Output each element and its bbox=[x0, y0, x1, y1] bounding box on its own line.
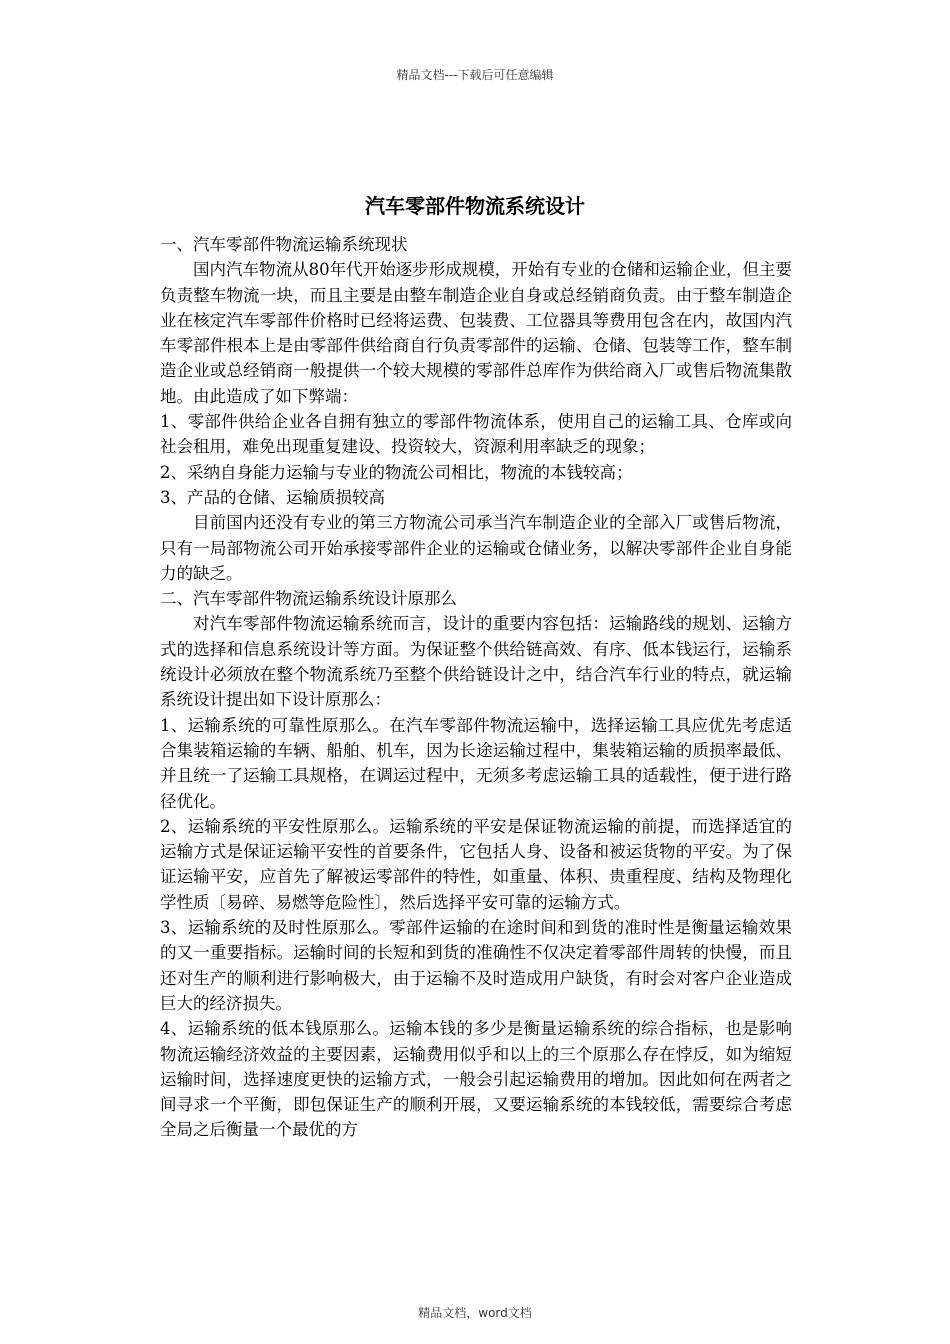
document-body bbox=[160, 232, 792, 1143]
body-paragraph: 对汽车零部件物流运输系统而言，设计的重要内容包括：运输路线的规划、运输方式的选择和信息系统设计等方面。为保证整个供给链高效、有序、低本钱运行，运输系统设计必须放在整个物流系统乃至整个供给链设计之中，结合汽车行业的特点，就运输系统设计提出如下设计原那么： bbox=[160, 614, 792, 710]
body-paragraph: 一、汽车零部件物流运输系统现状 bbox=[160, 235, 408, 254]
body-paragraph: 1、零部件供给企业各自拥有独立的零部件物流体系，使用自己的运输工具、仓库或向社会租用，难免出现重复建设、投资较大，资源利用率缺乏的现象； bbox=[160, 412, 792, 457]
body-paragraph: 二、汽车零部件物流运输系统设计原那么 bbox=[160, 589, 457, 609]
body-paragraph: 目前国内还没有专业的第三方物流公司承当汽车制造企业的全部入厂或售后物流，只有一局部物流公司开始承接零部件企业的运输或仓储业务，以解决零部件企业自身能力的缺乏。 bbox=[160, 513, 792, 583]
body-paragraph: 2、采纳自身能力运输与专业的物流公司相比，物流的本钱较高； bbox=[160, 462, 633, 482]
page-header-note: 精品文档---下载后可任意编辑 bbox=[396, 68, 554, 82]
document-title: 汽车零部件物流系统设计 bbox=[365, 194, 585, 218]
body-paragraph: 1、运输系统的可靠性原那么。在汽车零部件物流运输中，选择运输工具应优先考虑适合集装箱运输的车辆、船舶、机车，因为长途运输过程中，集装箱运输的质损率最低、并且统一了运输工具规格，在调运过程中，无须多考虑运输工具的适载性，便于进行路径优化。 bbox=[160, 715, 792, 811]
body-paragraph: 4、运输系统的低本钱原那么。运输本钱的多少是衡量运输系统的综合指标，也是影响物流运输经济效益的主要因素，运输费用似乎和以上的三个原那么存在悖反，如为缩短运输时间，选择速度更快的运输方式，一般会引起运输费用的增加。因此如何在两者之间寻求一个平衡，即包保证生产的顺利开展，又要运输系统的本钱较低，需要综合考虑全局之后衡量一个最优的方 bbox=[160, 1019, 792, 1140]
body-paragraph: 3、运输系统的及时性原那么。零部件运输的在途时间和到货的准时性是衡量运输效果的又一重要指标。运输时间的长短和到货的准确性不仅决定着零部件周转的快慢，而且还对生产的顺利进行影响极大，由于运输不及时造成用户缺货，有时会对客户企业造成巨大的经济损失。 bbox=[160, 918, 792, 1013]
body-paragraph: 国内汽车物流从80年代开始逐步形成规模，开始有专业的仓储和运输企业，但主要负责整车物流一块，而且主要是由整车制造企业自身或总经销商负责。由于整车制造企业在核定汽车零部件价格时已经将运费、包装费、工位器具等费用包含在内，故国内汽车零部件根本上是由零部件供给商自行负责零部件的运输、仓储、包装等工作，整车制造企业或总经销商一般提供一个较大规模的零部件总库作为供给商入厂或售后物流集散地。由此造成了如下弊端： bbox=[160, 260, 792, 406]
body-paragraph: 2、运输系统的平安性原那么。运输系统的平安是保证物流运输的前提，而选择适宜的运输方式是保证运输平安性的首要条件，它包括人身、设备和被运货物的平安。为了保证运输平安，应首先了解被运零部件的特性，如重量、体积、贵重程度、结构及物理化学性质〔易碎、易燃等危险性〕，然后选择平安可靠的运输方式。 bbox=[160, 816, 792, 912]
body-paragraph: 3、产品的仓储、运输质损较高 bbox=[160, 487, 385, 507]
page-footer-note: 精品文档，word文档 bbox=[418, 1306, 532, 1320]
